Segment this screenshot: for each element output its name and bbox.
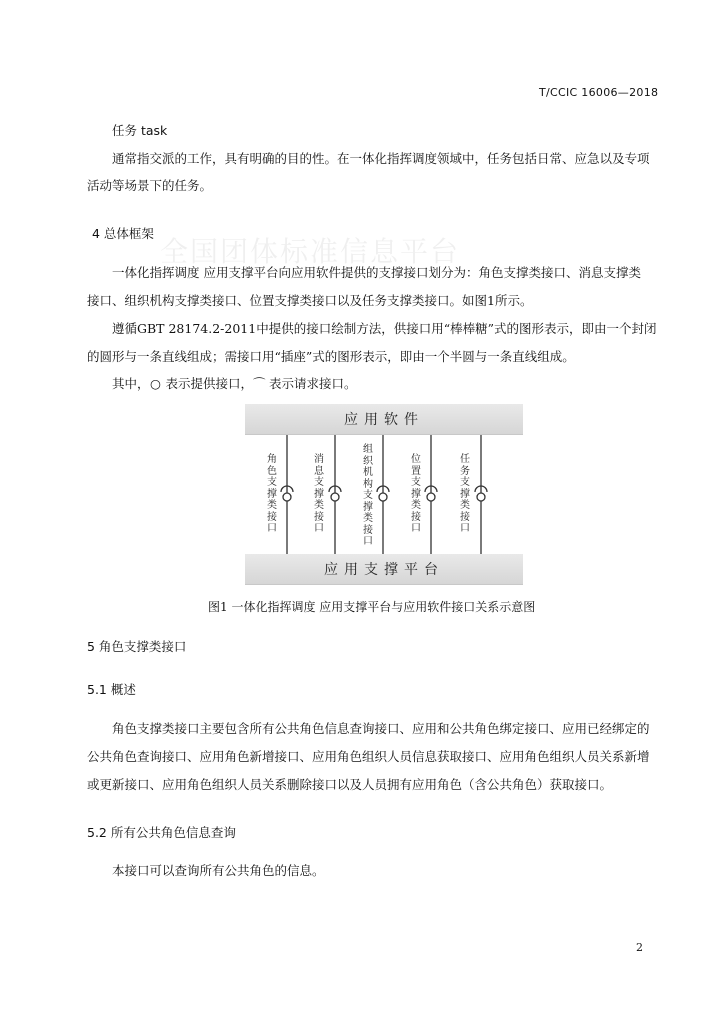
standard-number: T/CCIC 16006—2018	[539, 86, 659, 99]
provide-interface-icon: ○	[150, 376, 161, 391]
interface-legend	[112, 374, 357, 394]
figure-interface-diagram	[245, 404, 523, 584]
section5-heading: 5 角色支撑类接口	[87, 639, 187, 654]
page-number: 2	[636, 941, 643, 954]
interface-label-location: 位置支撑类接口	[411, 454, 421, 534]
term-definition-line1: 通常指交派的工作，具有明确的目的性。在一体化指挥调度领域中，任务包括日常、应急以及专项	[112, 151, 650, 166]
section5-1-heading: 5.1 概述	[87, 682, 136, 697]
app-software-box: 应用软件	[245, 404, 523, 435]
interface-label-message: 消息支撑类接口	[314, 454, 324, 534]
term-definition-line2: 活动等场景下的任务。	[87, 178, 213, 193]
section5-1-line1: 角色支撑类接口主要包含所有公共角色信息查询接口、应用和公共角色绑定接口、应用已经绑定的	[112, 721, 650, 736]
watermark: 全国团体标准信息平台	[160, 235, 461, 268]
legend-provide-text: 表示提供接口，	[165, 376, 254, 391]
request-interface-icon: ⌒	[253, 376, 266, 391]
section4-para1-line2: 接口、组织机构支撑类接口、位置支撑类接口以及任务支撑类接口。如图1所示。	[87, 293, 533, 308]
section5-2-line1: 本接口可以查询所有公共角色的信息。	[112, 863, 325, 878]
interface-label-role: 角色支撑类接口	[267, 454, 277, 534]
app-support-platform-box: 应用支撑平台	[245, 554, 523, 585]
section4-para2-line2: 的圆形与一条直线组成；需接口用“插座”式的图形表示，即由一个半圆与一条直线组成。	[87, 349, 575, 364]
section4-para2-line1: 遵循GBT 28174.2-2011中提供的接口绘制方法，供接口用“棒棒糖”式的图形表示，即由一个封闭	[112, 321, 657, 336]
interface-label-organization: 组织机构支撑类接口	[363, 444, 373, 547]
figure-caption: 图1 一体化指挥调度 应用支撑平台与应用软件接口关系示意图	[208, 600, 536, 614]
interface-label-task: 任务支撑类接口	[460, 454, 470, 534]
section5-1-line3: 或更新接口、应用角色组织人员关系删除接口以及人员拥有应用角色（含公共角色）获取接口。	[87, 777, 613, 792]
section5-1-line2: 公共角色查询接口、应用角色新增接口、应用角色组织人员信息获取接口、应用角色组织人员关系新增	[87, 749, 650, 764]
legend-request-text: 表示请求接口。	[269, 376, 357, 391]
section5-2-heading: 5.2 所有公共角色信息查询	[87, 825, 236, 840]
section4-para1-line1: 一体化指挥调度 应用支撑平台向应用软件提供的支撑接口划分为：角色支撑类接口、消息支撑类	[112, 265, 641, 280]
section4-heading: 4 总体框架	[92, 226, 154, 241]
legend-prefix: 其中，	[112, 376, 150, 391]
term-title: 任务 task	[112, 123, 168, 138]
